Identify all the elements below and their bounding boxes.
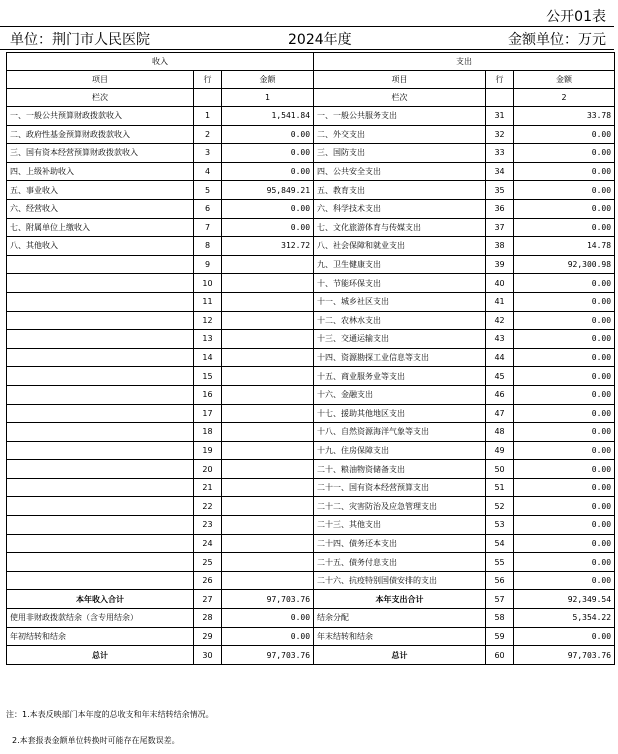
income-amount [222,553,314,572]
expense-amount: 0.00 [514,553,615,572]
expense-amount: 0.00 [514,181,615,200]
expense-item: 十七、援助其他地区支出 [314,404,486,423]
expense-line-no: 34 [486,162,514,181]
income-line-no: 23 [194,516,222,535]
expense-line-no: 35 [486,181,514,200]
expense-amount: 0.00 [514,348,615,367]
expense-line-no: 31 [486,107,514,126]
income-item: 五、事业收入 [7,181,194,200]
row-header: 行 [486,71,514,89]
expense-amount: 0.00 [514,497,615,516]
income-item [7,385,194,404]
income-amount [222,441,314,460]
expense-amount: 0.00 [514,404,615,423]
income-line-no: 11 [194,292,222,311]
table-row [7,162,615,181]
expense-item: 总计 [314,646,486,665]
income-line-no: 6 [194,199,222,218]
income-amount [222,516,314,535]
expense-item: 六、科学技术支出 [314,199,486,218]
column-header-row [7,71,615,89]
income-line-no: 4 [194,162,222,181]
income-line-no: 28 [194,609,222,628]
column-label: 栏次 [314,89,486,107]
table-row [7,423,615,442]
expense-amount: 0.00 [514,218,615,237]
expense-item: 九、卫生健康支出 [314,255,486,274]
expense-amount: 0.00 [514,423,615,442]
income-line-no: 7 [194,218,222,237]
expense-item: 十五、商业服务业等支出 [314,367,486,386]
income-item: 一、一般公共预算财政拨款收入 [7,107,194,126]
table-row [7,237,615,256]
income-line-no: 9 [194,255,222,274]
income-item: 三、国有资本经营预算财政拨款收入 [7,144,194,163]
income-amount: 95,849.21 [222,181,314,200]
income-item [7,367,194,386]
expense-item: 结余分配 [314,609,486,628]
expense-line-no: 52 [486,497,514,516]
item-header: 项目 [314,71,486,89]
expense-amount: 0.00 [514,571,615,590]
column-number: 1 [222,89,314,107]
expense-amount: 0.00 [514,199,615,218]
table-row [7,274,615,293]
expense-item: 十三、交通运输支出 [314,330,486,349]
table-row [7,144,615,163]
table-row [7,311,615,330]
expense-amount: 0.00 [514,534,615,553]
income-item: 总计 [7,646,194,665]
income-amount [222,404,314,423]
income-item [7,330,194,349]
income-line-no: 2 [194,125,222,144]
income-item [7,423,194,442]
income-line-no: 13 [194,330,222,349]
expense-line-no: 46 [486,385,514,404]
expense-amount: 0.00 [514,162,615,181]
table-row [7,181,615,200]
expense-amount: 0.00 [514,292,615,311]
table-row [7,516,615,535]
expense-item: 二十一、国有资本经营预算支出 [314,478,486,497]
amount-header: 金额 [222,71,314,89]
income-item: 本年收入合计 [7,590,194,609]
expense-line-no: 56 [486,571,514,590]
table-row [7,404,615,423]
expense-amount: 0.00 [514,144,615,163]
table-row [7,255,615,274]
income-item [7,571,194,590]
expense-amount: 97,703.76 [514,646,615,665]
income-item: 六、经营收入 [7,199,194,218]
expense-line-no: 50 [486,460,514,479]
expense-amount: 0.00 [514,627,615,646]
expense-amount: 0.00 [514,125,615,144]
expense-item: 二十二、灾害防治及应急管理支出 [314,497,486,516]
form-code: 公开01表 [546,9,606,25]
income-amount: 0.00 [222,609,314,628]
expense-line-no: 48 [486,423,514,442]
expense-line-no: 42 [486,311,514,330]
income-item [7,441,194,460]
section-header-row [7,53,615,71]
expense-line-no: 36 [486,199,514,218]
expense-line-no: 51 [486,478,514,497]
expense-item: 五、教育支出 [314,181,486,200]
expense-item: 十八、自然资源海洋气象等支出 [314,423,486,442]
income-line-no: 22 [194,497,222,516]
expense-line-no: 40 [486,274,514,293]
expense-amount: 0.00 [514,516,615,535]
income-amount: 0.00 [222,125,314,144]
income-item [7,478,194,497]
income-line-no: 21 [194,478,222,497]
expense-item: 一、一般公共服务支出 [314,107,486,126]
income-item [7,255,194,274]
income-item [7,348,194,367]
income-amount: 0.00 [222,627,314,646]
expense-item: 十二、农林水支出 [314,311,486,330]
footnote-2: 2.本套报表金额单位转换时可能存在尾数误差。 [12,736,180,745]
expense-line-no: 38 [486,237,514,256]
income-amount [222,478,314,497]
table-row [7,385,615,404]
expense-amount: 0.00 [514,385,615,404]
table-row [7,348,615,367]
expense-line-no: 41 [486,292,514,311]
expense-item: 二十、粮油物资储备支出 [314,460,486,479]
income-line-no: 14 [194,348,222,367]
income-amount [222,274,314,293]
income-item [7,311,194,330]
income-amount [222,311,314,330]
table-row [7,125,615,144]
income-line-no: 5 [194,181,222,200]
expense-amount: 0.00 [514,441,615,460]
expense-line-no: 54 [486,534,514,553]
expense-item: 十六、金融支出 [314,385,486,404]
income-line-no: 3 [194,144,222,163]
expense-line-no: 44 [486,348,514,367]
income-amount: 0.00 [222,199,314,218]
income-item [7,497,194,516]
table-row [7,497,615,516]
expense-amount: 14.78 [514,237,615,256]
item-header: 项目 [7,71,194,89]
column-number: 2 [514,89,615,107]
expense-item: 十四、资源勘探工业信息等支出 [314,348,486,367]
expense-item: 三、国防支出 [314,144,486,163]
expense-item: 二十四、债务还本支出 [314,534,486,553]
expense-amount: 0.00 [514,274,615,293]
income-amount: 1,541.84 [222,107,314,126]
income-amount [222,534,314,553]
income-line-no: 8 [194,237,222,256]
income-amount: 97,703.76 [222,590,314,609]
expense-line-no: 45 [486,367,514,386]
income-item: 八、其他收入 [7,237,194,256]
expense-line-no: 32 [486,125,514,144]
income-item: 二、政府性基金预算财政拨款收入 [7,125,194,144]
income-item [7,460,194,479]
income-amount [222,367,314,386]
income-line-no: 20 [194,460,222,479]
income-amount [222,330,314,349]
footnote-1: 注：1.本表反映部门本年度的总收支和年末结转结余情况。 [6,710,214,719]
income-line-no: 30 [194,646,222,665]
income-line-no: 16 [194,385,222,404]
expense-amount: 0.00 [514,330,615,349]
expense-amount: 92,300.98 [514,255,615,274]
table-row [7,460,615,479]
expense-item: 二、外交支出 [314,125,486,144]
money-unit-label: 金额单位：万元 [508,32,606,48]
expense-line-no: 47 [486,404,514,423]
expense-amount: 33.78 [514,107,615,126]
income-amount [222,292,314,311]
income-amount [222,571,314,590]
empty-cell [486,89,514,107]
total-row [7,590,615,609]
table-row [7,627,615,646]
expense-item: 十九、住房保障支出 [314,441,486,460]
income-line-no: 10 [194,274,222,293]
column-index-row [7,89,615,107]
income-amount: 312.72 [222,237,314,256]
income-item: 年初结转和结余 [7,627,194,646]
income-amount [222,348,314,367]
column-label: 栏次 [7,89,194,107]
expense-line-no: 55 [486,553,514,572]
income-amount: 97,703.76 [222,646,314,665]
expense-line-no: 58 [486,609,514,628]
income-line-no: 24 [194,534,222,553]
table-row [7,441,615,460]
expense-item: 二十五、债务付息支出 [314,553,486,572]
income-header: 收入 [7,53,314,71]
table-row [7,609,615,628]
table-row [7,107,615,126]
income-amount: 0.00 [222,162,314,181]
table-row [7,367,615,386]
expense-item: 八、社会保障和就业支出 [314,237,486,256]
table-row [7,292,615,311]
income-line-no: 17 [194,404,222,423]
expense-line-no: 33 [486,144,514,163]
income-item [7,516,194,535]
expense-item: 年末结转和结余 [314,627,486,646]
income-line-no: 25 [194,553,222,572]
income-amount [222,385,314,404]
income-line-no: 27 [194,590,222,609]
income-amount [222,423,314,442]
income-item [7,534,194,553]
income-line-no: 1 [194,107,222,126]
total-row [7,646,615,665]
table-row [7,553,615,572]
income-line-no: 18 [194,423,222,442]
income-amount [222,460,314,479]
expense-line-no: 39 [486,255,514,274]
income-line-no: 19 [194,441,222,460]
table-row [7,534,615,553]
income-line-no: 29 [194,627,222,646]
income-amount [222,497,314,516]
income-item [7,274,194,293]
income-item [7,292,194,311]
income-line-no: 12 [194,311,222,330]
income-item: 四、上级补助收入 [7,162,194,181]
table-row [7,218,615,237]
table-row [7,571,615,590]
table-row [7,478,615,497]
expense-line-no: 37 [486,218,514,237]
expense-amount: 92,349.54 [514,590,615,609]
expense-amount: 0.00 [514,367,615,386]
empty-cell [194,89,222,107]
expense-item: 七、文化旅游体育与传媒支出 [314,218,486,237]
expense-line-no: 43 [486,330,514,349]
income-expense-table [6,52,615,665]
expense-item: 四、公共安全支出 [314,162,486,181]
expense-line-no: 59 [486,627,514,646]
expense-amount: 0.00 [514,478,615,497]
income-amount: 0.00 [222,218,314,237]
expense-amount: 5,354.22 [514,609,615,628]
expense-item: 十、节能环保支出 [314,274,486,293]
expense-line-no: 49 [486,441,514,460]
row-header: 行 [194,71,222,89]
footnotes [6,702,214,754]
expense-item: 二十六、抗疫特别国债安排的支出 [314,571,486,590]
income-item: 七、附属单位上缴收入 [7,218,194,237]
header-line [0,26,614,50]
table-row [7,199,615,218]
expense-amount: 0.00 [514,460,615,479]
expense-line-no: 53 [486,516,514,535]
expense-line-no: 60 [486,646,514,665]
income-line-no: 15 [194,367,222,386]
income-item: 使用非财政拨款结余（含专用结余） [7,609,194,628]
income-amount: 0.00 [222,144,314,163]
expense-line-no: 57 [486,590,514,609]
expense-item: 十一、城乡社区支出 [314,292,486,311]
table-row [7,330,615,349]
expense-header: 支出 [314,53,615,71]
year-label: 2024年度 [288,32,352,48]
income-amount [222,255,314,274]
income-item [7,553,194,572]
unit-label: 单位：荆门市人民医院 [10,32,150,48]
income-item [7,404,194,423]
expense-amount: 0.00 [514,311,615,330]
amount-header: 金额 [514,71,615,89]
expense-item: 二十三、其他支出 [314,516,486,535]
income-line-no: 26 [194,571,222,590]
expense-item: 本年支出合计 [314,590,486,609]
